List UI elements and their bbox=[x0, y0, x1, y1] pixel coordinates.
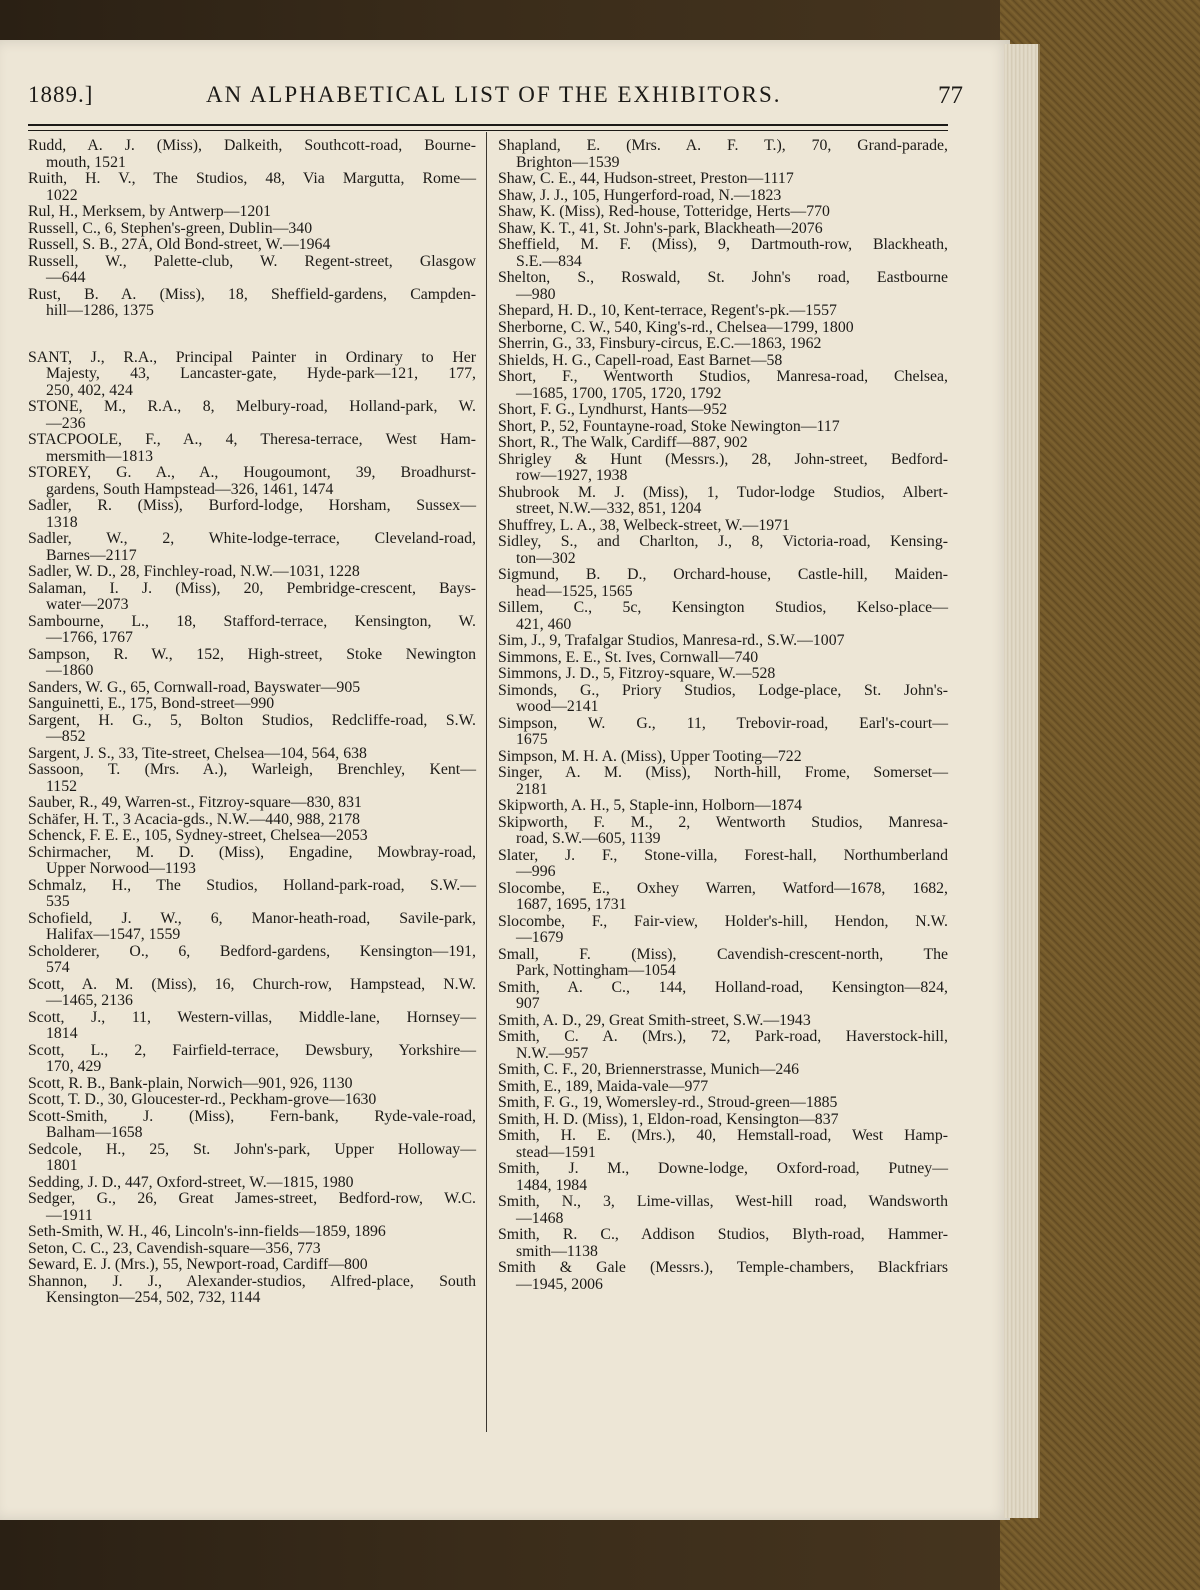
exhibitor-entry bbox=[498, 1013, 948, 1030]
entry-line: Shaw, C. E., 44, Hudson-street, Preston—1117 bbox=[498, 170, 794, 187]
exhibitor-entry bbox=[28, 762, 476, 795]
entry-line: STONE, M., R.A., 8, Melbury-road, Holland-park, W. bbox=[28, 398, 476, 415]
entry-line: Sheffield, M. F. (Miss), 9, Dartmouth-row, Blackheath, bbox=[498, 236, 948, 253]
entry-line: —980 bbox=[516, 285, 556, 303]
exhibitor-entry bbox=[28, 399, 476, 432]
exhibitor-entry bbox=[28, 138, 476, 171]
exhibitor-entry bbox=[28, 696, 476, 713]
exhibitor-entry bbox=[28, 1191, 476, 1224]
exhibitor-entry bbox=[498, 633, 948, 650]
exhibitor-entry bbox=[498, 237, 948, 270]
entry-line: 1484, 1984 bbox=[516, 1176, 588, 1194]
entry-line: Ruith, H. V., The Studios, 48, Via Margutta, Rome— bbox=[28, 170, 476, 187]
entry-line: Smith, H. E. (Mrs.), 40, Hemstall-road, West Hamp- bbox=[498, 1127, 948, 1144]
entry-line: 170, 429 bbox=[46, 1058, 102, 1075]
entry-line: 1801 bbox=[46, 1157, 78, 1174]
exhibitor-entry bbox=[28, 237, 476, 254]
exhibitor-entry bbox=[28, 746, 476, 763]
entry-line: Scholderer, O., 6, Bedford-gardens, Kensington—191, bbox=[28, 942, 476, 960]
exhibitor-entry bbox=[28, 204, 476, 221]
entry-line: stead—1591 bbox=[516, 1143, 596, 1161]
exhibitor-entry bbox=[28, 171, 476, 204]
exhibitor-entry bbox=[498, 947, 948, 980]
exhibitor-entry bbox=[28, 1092, 476, 1109]
entry-line: —1465, 2136 bbox=[46, 992, 133, 1009]
exhibitor-entry bbox=[28, 1142, 476, 1175]
entry-line: Smith, C. A. (Mrs.), 72, Park-road, Haverstock-hill, bbox=[498, 1028, 948, 1045]
exhibitor-entry bbox=[498, 716, 948, 749]
entry-line: Russell, S. B., 27A, Old Bond-street, W.—1964 bbox=[28, 236, 331, 253]
exhibitor-entry bbox=[498, 980, 948, 1013]
exhibitor-entry bbox=[28, 977, 476, 1010]
entry-line: Sedding, J. D., 447, Oxford-street, W.—1815, 1980 bbox=[28, 1173, 354, 1191]
entry-line: Balham—1658 bbox=[46, 1124, 143, 1141]
exhibitor-entry bbox=[28, 564, 476, 581]
exhibitor-entry bbox=[28, 254, 476, 287]
entry-line: Slocombe, F., Fair-view, Holder's-hill, Hendon, N.W. bbox=[498, 912, 948, 930]
entry-line: 535 bbox=[46, 893, 70, 910]
entry-line: Scott, L., 2, Fairfield-terrace, Dewsbury, Yorkshire— bbox=[28, 1041, 476, 1059]
entry-line: Sadler, R. (Miss), Burford-lodge, Horsham, Sussex— bbox=[28, 497, 476, 514]
entry-line: Skipworth, A. H., 5, Staple-inn, Holborn—1874 bbox=[498, 797, 803, 814]
exhibitor-entry bbox=[498, 402, 948, 419]
exhibitor-entry bbox=[498, 1029, 948, 1062]
entry-line: 1152 bbox=[46, 777, 78, 795]
entry-line: Sillem, C., 5c, Kensington Studios, Kelso-place— bbox=[498, 599, 948, 616]
entry-line: Sanders, W. G., 65, Cornwall-road, Bayswater—905 bbox=[28, 678, 361, 696]
entry-line: street, N.W.—332, 851, 1204 bbox=[516, 500, 702, 517]
header-title: AN ALPHABETICAL LIST OF THE EXHIBITORS. bbox=[206, 82, 782, 107]
exhibitor-entry bbox=[498, 848, 948, 881]
exhibitor-entry bbox=[28, 531, 476, 564]
entry-line: Short, P., 52, Fountayne-road, Stoke Newington—117 bbox=[498, 417, 840, 435]
entry-line: Majesty, 43, Lancaster-gate, Hyde-park—121, 177, bbox=[46, 365, 476, 382]
entry-line: Shuffrey, L. A., 38, Welbeck-street, W.—1971 bbox=[498, 516, 790, 534]
exhibitor-entry bbox=[498, 369, 948, 402]
exhibitor-entry bbox=[28, 713, 476, 746]
exhibitor-entry bbox=[498, 518, 948, 535]
entry-line: 1022 bbox=[46, 186, 78, 204]
entry-line: Seton, C. C., 23, Cavendish-square—356, 773 bbox=[28, 1239, 321, 1257]
exhibitor-entry bbox=[28, 878, 476, 911]
exhibitor-entry bbox=[498, 798, 948, 815]
exhibitor-entry bbox=[28, 1010, 476, 1043]
entry-line: Park, Nottingham—1054 bbox=[516, 962, 676, 979]
entry-line: Russell, W., Palette-club, W. Regent-street, Glasgow bbox=[28, 252, 476, 270]
exhibitor-entry bbox=[498, 353, 948, 370]
exhibitor-entry bbox=[28, 812, 476, 829]
entry-line: smith—1138 bbox=[516, 1242, 598, 1260]
entry-line: Smith, F. G., 19, Womersley-rd., Stroud-green—1885 bbox=[498, 1094, 838, 1111]
exhibitor-entry bbox=[28, 1274, 476, 1307]
section-gap bbox=[28, 320, 476, 350]
entry-line: head—1525, 1565 bbox=[516, 582, 633, 600]
exhibitor-entry bbox=[498, 419, 948, 436]
exhibitor-entry bbox=[28, 911, 476, 944]
entry-line: Sadler, W. D., 28, Finchley-road, N.W.—1031, 1228 bbox=[28, 563, 360, 580]
entry-line: 421, 460 bbox=[516, 615, 572, 633]
entry-line: Slocombe, E., Oxhey Warren, Watford—1678, 1682, bbox=[498, 879, 948, 897]
exhibitor-entry bbox=[498, 534, 948, 567]
entry-line: Sassoon, T. (Mrs. A.), Warleigh, Brenchley, Kent— bbox=[28, 761, 476, 778]
entry-line: Scott, T. D., 30, Gloucester-rd., Peckham-grove—1630 bbox=[28, 1091, 377, 1108]
entry-line: Scott, R. B., Bank-plain, Norwich—901, 926, 1130 bbox=[28, 1074, 353, 1092]
exhibitor-entry bbox=[28, 828, 476, 845]
exhibitor-entry bbox=[28, 1241, 476, 1258]
exhibitor-entry bbox=[28, 350, 476, 400]
entry-line: STACPOOLE, F., A., 4, Theresa-terrace, West Ham- bbox=[28, 431, 476, 448]
entry-line: N.W.—957 bbox=[516, 1044, 589, 1062]
entry-line: Sigmund, B. D., Orchard-house, Castle-hill, Maiden- bbox=[498, 566, 948, 583]
exhibitor-entry bbox=[28, 795, 476, 812]
entry-line: Smith, N., 3, Lime-villas, West-hill road, Wandsworth bbox=[498, 1193, 948, 1210]
entry-line: Schirmacher, M. D. (Miss), Engadine, Mowbray-road, bbox=[28, 843, 476, 861]
entry-line: 1675 bbox=[516, 731, 548, 748]
exhibitor-entry bbox=[498, 567, 948, 600]
entry-line: Schofield, J. W., 6, Manor-heath-road, Savile-park, bbox=[28, 909, 476, 927]
exhibitor-entry bbox=[498, 270, 948, 303]
exhibitor-entry bbox=[498, 1128, 948, 1161]
entry-line: —852 bbox=[46, 728, 86, 745]
entry-line: Rul, H., Merksem, by Antwerp—1201 bbox=[28, 203, 272, 220]
entry-line: Sargent, H. G., 5, Bolton Studios, Redcliffe-road, S.W. bbox=[28, 711, 476, 729]
entry-line: —1945, 2006 bbox=[516, 1275, 603, 1293]
entry-line: Rudd, A. J. (Miss), Dalkeith, Southcott-road, Bourne- bbox=[28, 137, 476, 154]
exhibitor-entry bbox=[498, 650, 948, 667]
entry-line: Shapland, E. (Mrs. A. F. T.), 70, Grand-parade, bbox=[498, 137, 948, 154]
header-rule bbox=[28, 124, 948, 131]
page-edges bbox=[1004, 44, 1040, 1518]
entry-line: S.E.—834 bbox=[516, 252, 582, 270]
entry-line: Smith, A. C., 144, Holland-road, Kensington—824, bbox=[498, 978, 948, 996]
entry-line: STOREY, G. A., A., Hougoumont, 39, Broadhurst- bbox=[28, 464, 476, 481]
entry-line: 574 bbox=[46, 959, 70, 976]
entry-line: Simonds, G., Priory Studios, Lodge-place, St. John's- bbox=[498, 681, 948, 699]
exhibitor-entry bbox=[498, 188, 948, 205]
exhibitor-entry bbox=[28, 1224, 476, 1241]
exhibitor-entry bbox=[28, 221, 476, 238]
exhibitor-entry bbox=[28, 498, 476, 531]
exhibitor-entry bbox=[498, 303, 948, 320]
entry-line: —1860 bbox=[46, 662, 94, 679]
exhibitor-entry bbox=[498, 1161, 948, 1194]
entry-line: hill—1286, 1375 bbox=[46, 302, 154, 319]
exhibitor-entry bbox=[498, 1079, 948, 1096]
entry-line: Smith, C. F., 20, Briennerstrasse, Munich—246 bbox=[498, 1061, 800, 1078]
entry-line: Smith & Gale (Messrs.), Temple-chambers, Blackfriars bbox=[498, 1259, 948, 1276]
entry-line: Simpson, W. G., 11, Trebovir-road, Earl's-court— bbox=[498, 714, 948, 732]
entry-line: Smith, E., 189, Maida-vale—977 bbox=[498, 1077, 709, 1095]
entry-line: Shrigley & Hunt (Messrs.), 28, John-street, Bedford- bbox=[498, 450, 948, 468]
entry-line: Sampson, R. W., 152, High-street, Stoke Newington bbox=[28, 645, 476, 663]
page-number: 77 bbox=[938, 82, 963, 109]
exhibitor-entry bbox=[498, 1062, 948, 1079]
exhibitor-entry bbox=[498, 221, 948, 238]
exhibitor-entry bbox=[28, 944, 476, 977]
exhibitor-entry bbox=[28, 1043, 476, 1076]
running-header bbox=[28, 82, 963, 118]
exhibitor-entry bbox=[498, 749, 948, 766]
entry-line: Simpson, M. H. A. (Miss), Upper Tooting—722 bbox=[498, 747, 802, 765]
entry-line: —1911 bbox=[46, 1206, 93, 1224]
entry-line: Upper Norwood—1193 bbox=[46, 860, 196, 877]
entry-line: Sambourne, L., 18, Stafford-terrace, Kensington, W. bbox=[28, 612, 476, 630]
entry-line: Shannon, J. J., Alexander-studios, Alfred-place, South bbox=[28, 1272, 476, 1290]
entry-line: Smith, H. D. (Miss), 1, Eldon-road, Kensington—837 bbox=[498, 1110, 839, 1128]
exhibitor-entry bbox=[28, 1076, 476, 1093]
exhibitor-entry bbox=[498, 1095, 948, 1112]
entry-line: 1814 bbox=[46, 1025, 78, 1042]
exhibitor-entry bbox=[498, 683, 948, 716]
entry-line: gardens, South Hampstead—326, 1461, 1474 bbox=[46, 480, 334, 498]
entry-line: road, S.W.—605, 1139 bbox=[516, 830, 661, 847]
entry-line: —1679 bbox=[516, 929, 564, 946]
entry-line: Shaw, J. J., 105, Hungerford-road, N.—1823 bbox=[498, 186, 782, 204]
entry-line: Sidley, S., and Charlton, J., 8, Victoria-road, Kensing- bbox=[498, 533, 948, 550]
entry-line: Seth-Smith, W. H., 46, Lincoln's-inn-fields—1859, 1896 bbox=[28, 1223, 386, 1240]
entry-line: 1687, 1695, 1731 bbox=[516, 896, 627, 913]
entry-line: Barnes—2117 bbox=[46, 546, 137, 564]
entry-line: Sadler, W., 2, White-lodge-terrace, Cleveland-road, bbox=[28, 530, 476, 547]
entry-line: —236 bbox=[46, 414, 86, 432]
exhibitor-entry bbox=[498, 1194, 948, 1227]
entry-line: Short, F. G., Lyndhurst, Hants—952 bbox=[498, 401, 728, 418]
entry-line: —1766, 1767 bbox=[46, 629, 133, 646]
entry-line: ton—302 bbox=[516, 549, 576, 567]
entry-line: Simmons, E. E., St. Ives, Cornwall—740 bbox=[498, 648, 759, 666]
entry-line: Sedger, G., 26, Great James-street, Bedford-row, W.C. bbox=[28, 1190, 476, 1207]
entry-line: Sherborne, C. W., 540, King's-rd., Chelsea—1799, 1800 bbox=[498, 318, 854, 336]
entry-line: —1468 bbox=[516, 1209, 564, 1227]
exhibitor-entry bbox=[498, 881, 948, 914]
entry-line: Rust, B. A. (Miss), 18, Sheffield-gardens, Campden- bbox=[28, 285, 476, 303]
entry-line: Shaw, K. (Miss), Red-house, Totteridge, Herts—770 bbox=[498, 203, 830, 220]
exhibitor-entry bbox=[498, 320, 948, 337]
exhibitor-entry bbox=[498, 914, 948, 947]
entry-line: Schmalz, H., The Studios, Holland-park-road, S.W.— bbox=[28, 876, 476, 894]
entry-line: Russell, C., 6, Stephen's-green, Dublin—340 bbox=[28, 219, 313, 237]
entry-line: Salaman, I. J. (Miss), 20, Pembridge-crescent, Bays- bbox=[28, 579, 476, 597]
entry-line: Smith, R. C., Addison Studios, Blyth-road, Hammer- bbox=[498, 1226, 948, 1243]
exhibitor-entry bbox=[28, 647, 476, 680]
entry-line: Simmons, J. D., 5, Fitzroy-square, W.—528 bbox=[498, 665, 776, 682]
entry-line: Sauber, R., 49, Warren-st., Fitzroy-square—830, 831 bbox=[28, 794, 362, 811]
exhibitor-entry bbox=[498, 1260, 948, 1293]
exhibitor-entry bbox=[498, 204, 948, 221]
entry-line: wood—2141 bbox=[516, 698, 599, 715]
exhibitor-entry bbox=[28, 1257, 476, 1274]
entry-line: Skipworth, F. M., 2, Wentworth Studios, Manresa- bbox=[498, 813, 948, 831]
exhibitor-entry bbox=[498, 1227, 948, 1260]
entry-line: Shepard, H. D., 10, Kent-terrace, Regent's-pk.—1557 bbox=[498, 302, 837, 319]
exhibitor-entry bbox=[498, 765, 948, 798]
entry-line: Shaw, K. T., 41, St. John's-park, Blackheath—2076 bbox=[498, 219, 823, 237]
entry-line: Shields, H. G., Capell-road, East Barnet—58 bbox=[498, 351, 783, 369]
entry-line: SANT, J., R.A., Principal Painter in Ordinary to Her bbox=[28, 348, 476, 366]
exhibitor-entry bbox=[498, 815, 948, 848]
exhibitor-entry bbox=[28, 465, 476, 498]
entry-line: 907 bbox=[516, 995, 540, 1012]
entry-line: Short, R., The Walk, Cardiff—887, 902 bbox=[498, 434, 748, 451]
entry-line: Smith, A. D., 29, Great Smith-street, S.W.—1943 bbox=[498, 1011, 811, 1029]
entry-line: mouth, 1521 bbox=[46, 153, 126, 171]
entry-line: Seward, E. J. (Mrs.), 55, Newport-road, Cardiff—800 bbox=[28, 1256, 368, 1273]
entry-line: Schenck, F. E. E., 105, Sydney-street, Chelsea—2053 bbox=[28, 827, 368, 844]
entry-line: Scott, J., 11, Western-villas, Middle-lane, Hornsey— bbox=[28, 1008, 476, 1026]
exhibitor-entry bbox=[498, 336, 948, 353]
entry-line: row—1927, 1938 bbox=[516, 467, 628, 484]
exhibitor-entry bbox=[28, 614, 476, 647]
exhibitor-entry bbox=[28, 845, 476, 878]
exhibitor-entry bbox=[498, 1112, 948, 1129]
exhibitor-entry bbox=[498, 485, 948, 518]
entry-line: Sanguinetti, E., 175, Bond-street—990 bbox=[28, 695, 275, 712]
entry-line: Kensington—254, 502, 732, 1144 bbox=[46, 1289, 261, 1306]
right-column bbox=[498, 138, 948, 1293]
entry-line: 250, 402, 424 bbox=[46, 381, 133, 399]
entry-line: Scott-Smith, J. (Miss), Fern-bank, Ryde-vale-road, bbox=[28, 1107, 476, 1125]
column-divider bbox=[486, 132, 487, 1432]
exhibitor-entry bbox=[28, 581, 476, 614]
entry-line: Sherrin, G., 33, Finsbury-circus, E.C.—1863, 1962 bbox=[498, 335, 822, 352]
exhibitor-entry bbox=[498, 138, 948, 171]
exhibitor-entry bbox=[28, 1175, 476, 1192]
entry-line: Halifax—1547, 1559 bbox=[46, 926, 181, 943]
entry-line: Short, F., Wentworth Studios, Manresa-road, Chelsea, bbox=[498, 368, 948, 385]
entry-line: Shubrook M. J. (Miss), 1, Tudor-lodge Studios, Albert- bbox=[498, 483, 948, 501]
exhibitor-entry bbox=[28, 1109, 476, 1142]
exhibitor-entry bbox=[28, 432, 476, 465]
entry-line: water—2073 bbox=[46, 596, 129, 613]
entry-line: —1685, 1700, 1705, 1720, 1792 bbox=[516, 384, 722, 402]
entry-line: Schäfer, H. T., 3 Acacia-gds., N.W.—440, 988, 2178 bbox=[28, 810, 361, 828]
entry-line: Sedcole, H., 25, St. John's-park, Upper Holloway— bbox=[28, 1140, 476, 1158]
exhibitor-entry bbox=[498, 666, 948, 683]
exhibitor-entry bbox=[498, 452, 948, 485]
exhibitor-entry bbox=[28, 287, 476, 320]
entry-line: Smith, J. M., Downe-lodge, Oxford-road, Putney— bbox=[498, 1160, 948, 1177]
exhibitor-entry bbox=[28, 680, 476, 697]
entry-line: Brighton—1539 bbox=[516, 153, 620, 171]
header-year: 1889.] bbox=[28, 82, 94, 107]
entry-line: mersmith—1813 bbox=[46, 447, 154, 465]
entry-line: —644 bbox=[46, 269, 86, 286]
entry-line: 2181 bbox=[516, 780, 548, 798]
entry-line: Sim, J., 9, Trafalgar Studios, Manresa-rd., S.W.—1007 bbox=[498, 632, 845, 649]
entry-line: Scott, A. M. (Miss), 16, Church-row, Hampstead, N.W. bbox=[28, 975, 476, 993]
entry-line: Small, F. (Miss), Cavendish-crescent-north, The bbox=[498, 945, 948, 963]
entry-line: —996 bbox=[516, 863, 556, 880]
left-column bbox=[28, 138, 476, 1307]
exhibitor-entry bbox=[498, 600, 948, 633]
entry-line: Slater, J. F., Stone-villa, Forest-hall, Northumberland bbox=[498, 846, 948, 864]
exhibitor-entry bbox=[498, 435, 948, 452]
entry-line: Singer, A. M. (Miss), North-hill, Frome, Somerset— bbox=[498, 764, 948, 781]
entry-line: Shelton, S., Roswald, St. John's road, Eastbourne bbox=[498, 269, 948, 286]
exhibitor-entry bbox=[498, 171, 948, 188]
entry-line: 1318 bbox=[46, 513, 78, 531]
entry-line: Sargent, J. S., 33, Tite-street, Chelsea—104, 564, 638 bbox=[28, 744, 367, 762]
